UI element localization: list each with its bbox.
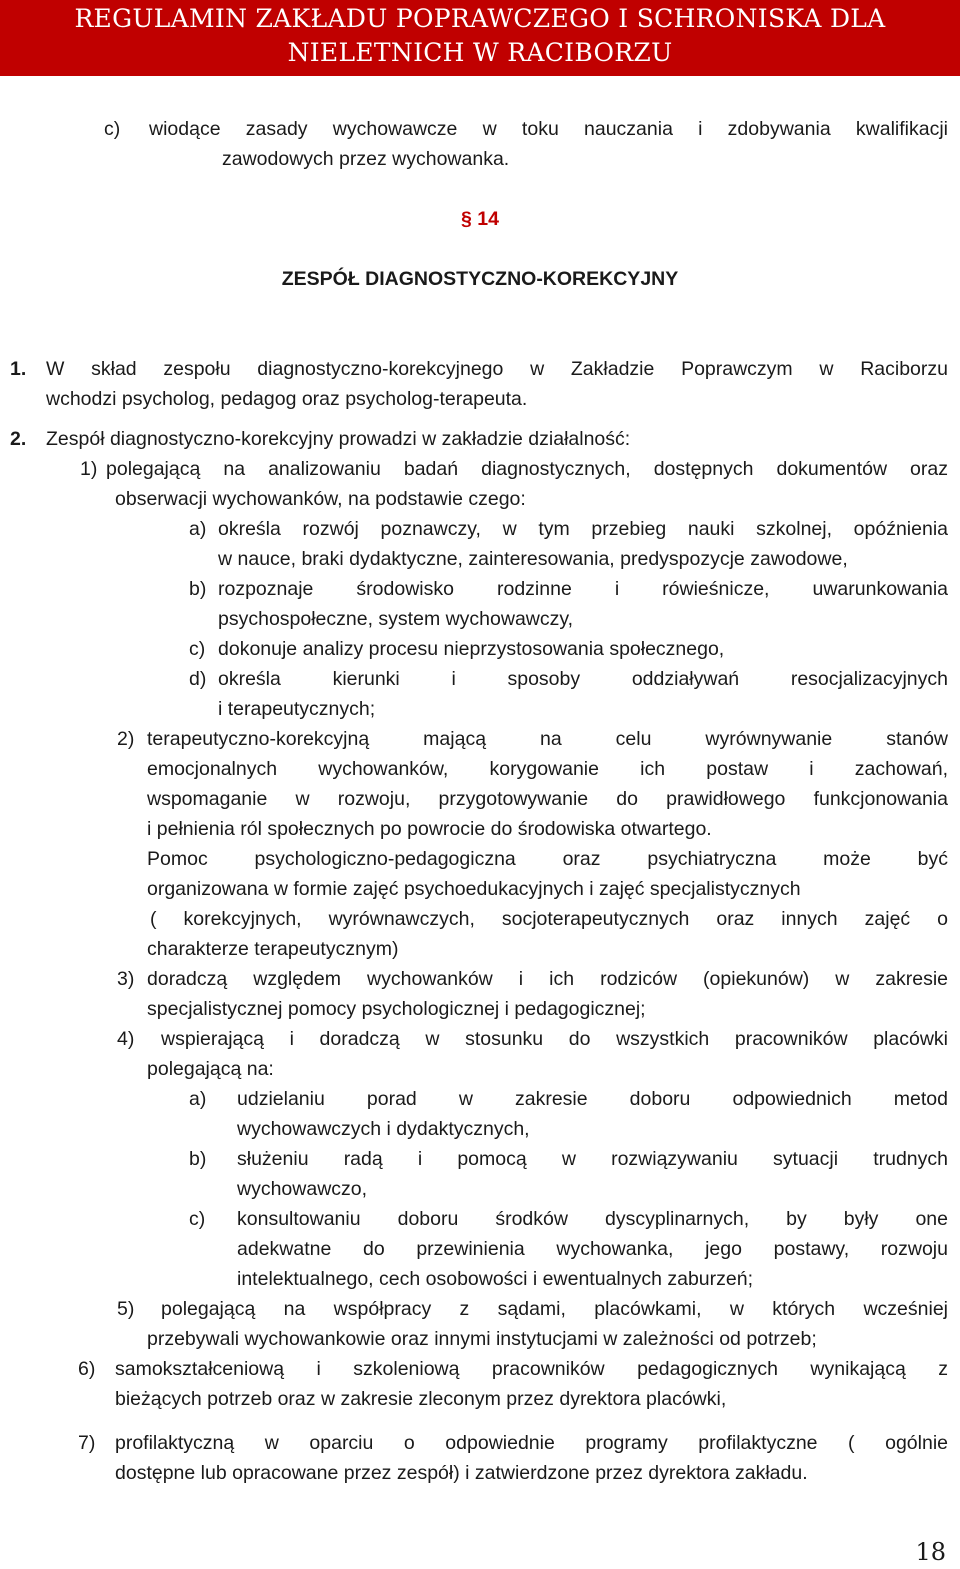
list-item-1d-marker: d) [189,668,207,690]
list-item-4b-line-2: wychowawczo, [237,1178,368,1200]
list-item-7-marker: 7) [78,1432,96,1454]
list-item-2-line-6: organizowana w formie zajęć psychoedukacyjnych i zajęć specjalistycznych [147,878,801,900]
page-number: 18 [915,1538,946,1566]
list-item-4c-marker: c) [189,1208,206,1230]
list-item-2-line-3: wspomaganie w rozwoju, przygotowywanie do prawidłowego funkcjonowania [147,788,948,810]
header-line-2: NIELETNICH W RACIBORZU [287,38,673,67]
list-item-1a-line-2: w nauce, braki dydaktyczne, zainteresowania, predyspozycje zawodowe, [218,548,848,570]
list-item-2-line-8: charakterze terapeutycznym) [147,938,399,960]
list-item-4b-line-1: służeniu radą i pomocą w rozwiązywaniu sytuacji trudnych [237,1148,948,1170]
list-item-1-line-2: obserwacji wychowanków, na podstawie czego: [115,488,526,510]
paragraph-2-intro: Zespół diagnostyczno-korekcyjny prowadzi w zakładzie działalność: [46,428,631,450]
document-header [0,0,960,76]
list-item-1c-line-1: dokonuje analizy procesu nieprzystosowania społecznego, [218,638,725,660]
list-item-5-marker: 5) [117,1298,135,1320]
item-c-line-2: zawodowych przez wychowanka. [222,148,510,170]
list-item-3-marker: 3) [117,968,135,990]
list-item-4-line-2: polegającą na: [147,1058,274,1080]
paragraph-1-marker: 1. [10,358,27,380]
list-item-2-line-5: Pomoc psychologiczno-pedagogiczna oraz psychiatryczna może być [147,848,948,870]
list-item-2-line-4: i pełnienia ról społecznych po powrocie do środowiska otwartego. [147,818,712,840]
list-item-1b-line-2: psychospołeczne, system wychowawczy, [218,608,574,630]
list-item-2-line-1: terapeutyczno-korekcyjną mającą na celu wyrównywanie stanów [147,728,948,750]
list-item-3-line-2: specjalistycznej pomocy psychologicznej i pedagogicznej; [147,998,646,1020]
item-c-marker: c) [104,118,121,140]
list-item-1a-line-1: określa rozwój poznawczy, w tym przebieg nauki szkolnej, opóźnienia [218,518,948,540]
paragraph-2-marker: 2. [10,428,27,450]
list-item-1-line-1: polegającą na analizowaniu badań diagnostycznych, dostępnych dokumentów oraz [106,458,948,480]
list-item-5-line-1: polegającą na współpracy z sądami, placówkami, w których wcześniej [161,1298,948,1320]
list-item-4a-marker: a) [189,1088,207,1110]
list-item-4b-marker: b) [189,1148,207,1170]
list-item-2-marker: 2) [117,728,135,750]
list-item-2-line-7: ( korekcyjnych, wyrównawczych, socjoterapeutycznych oraz innych zajęć o [150,908,948,930]
list-item-1d-line-1: określa kierunki i sposoby oddziaływań resocjalizacyjnych [218,668,948,690]
list-item-1-marker: 1) [80,458,98,480]
list-item-1d-line-2: i terapeutycznych; [218,698,376,720]
list-item-6-marker: 6) [78,1358,96,1380]
list-item-4a-line-2: wychowawczych i dydaktycznych, [237,1118,530,1140]
list-item-1a-marker: a) [189,518,207,540]
list-item-3-line-1: doradczą względem wychowanków i ich rodziców (opiekunów) w zakresie [147,968,948,990]
section-title: ZESPÓŁ DIAGNOSTYCZNO-KOREKCYJNY [281,268,679,290]
list-item-6-line-2: bieżących potrzeb oraz w zakresie zleconym przez dyrektora placówki, [115,1388,727,1410]
list-item-7-line-1: profilaktyczną w oparciu o odpowiednie programy profilaktyczne ( ogólnie [115,1432,948,1454]
item-c-line-1: wiodące zasady wychowawcze w toku nauczania i zdobywania kwalifikacji [149,118,948,140]
section-number: § 14 [461,208,499,230]
header-line-1: REGULAMIN ZAKŁADU POPRAWCZEGO I SCHRONISKA DLA [74,4,886,33]
list-item-4-marker: 4) [117,1028,135,1050]
paragraph-1-line-2: wchodzi psycholog, pedagog oraz psycholog-terapeuta. [46,388,528,410]
list-item-4a-line-1: udzielaniu porad w zakresie doboru odpowiednich metod [237,1088,948,1110]
paragraph-1-line-1: W skład zespołu diagnostyczno-korekcyjnego w Zakładzie Poprawczym w Raciborzu [46,358,948,380]
list-item-4c-line-1: konsultowaniu doboru środków dyscyplinarnych, by były one [237,1208,948,1230]
list-item-6-line-1: samokształceniową i szkoleniową pracowników pedagogicznych wynikającą z [115,1358,948,1380]
list-item-5-line-2: przebywali wychowankowie oraz innymi instytucjami w zależności od potrzeb; [147,1328,817,1350]
list-item-7-line-2: dostępne lub opracowane przez zespół) i zatwierdzone przez dyrektora zakładu. [115,1462,808,1484]
list-item-4c-line-3: intelektualnego, cech osobowości i ewentualnych zaburzeń; [237,1268,753,1290]
list-item-1b-line-1: rozpoznaje środowisko rodzinne i rówieśnicze, uwarunkowania [218,578,948,600]
list-item-1c-marker: c) [189,638,206,660]
list-item-4-line-1: wspierającą i doradczą w stosunku do wszystkich pracowników placówki [161,1028,948,1050]
list-item-1b-marker: b) [189,578,207,600]
list-item-2-line-2: emocjonalnych wychowanków, korygowanie ich postaw i zachowań, [147,758,948,780]
list-item-4c-line-2: adekwatne do przewinienia wychowanka, jego postawy, rozwoju [237,1238,948,1260]
